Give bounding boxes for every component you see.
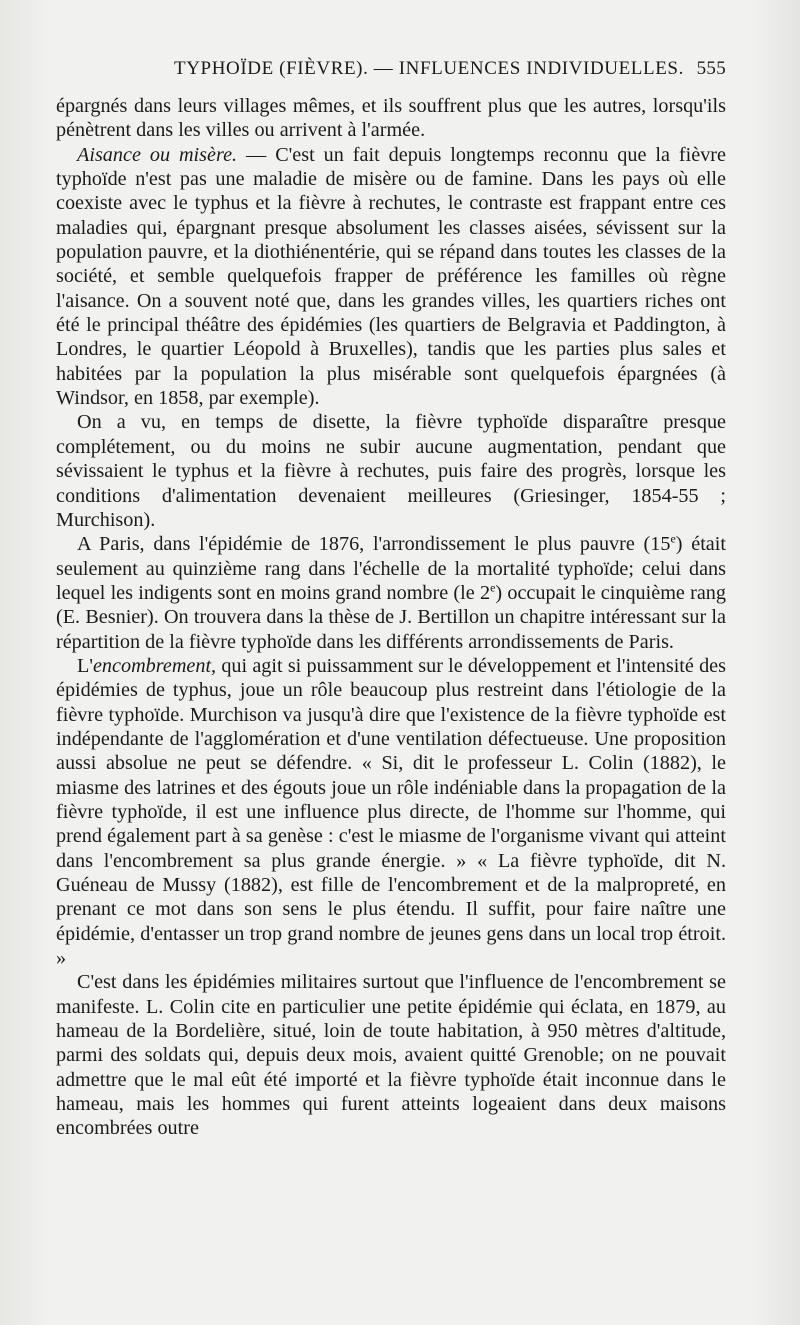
body-text xyxy=(56,94,726,1141)
heading-prefix: L' xyxy=(77,654,93,677)
paragraph-text: épargnés dans leurs villages mêmes, et ils souffrent plus que les autres, lorsqu'ils pénètrent dans les villes ou arrivent à l'armée. xyxy=(56,95,726,142)
paragraph-text: ) était seulement au quinzième rang dans l'échelle de la mortalité typhoïde; celui dans lequel les indigents sont en moins grand nombre (le 2 xyxy=(56,533,726,604)
paragraph xyxy=(56,94,726,143)
paragraph xyxy=(56,654,726,970)
paragraph xyxy=(56,143,726,411)
paragraph-text: On a vu, en temps de disette, la fièvre typhoïde disparaître presque complétement, ou du moins ne subir aucune augmentation, pendant que sévissaient le typhus et la fièvre à rechutes, puis faire des progrès, lorsque les conditions d'alimentation devenaient meilleures (Griesinger, 1854-55 ; Murchison). xyxy=(56,411,726,531)
superscript: e xyxy=(490,580,496,595)
paragraph-text: A Paris, dans l'épidémie de 1876, l'arrondissement le plus pauvre (15 xyxy=(77,533,671,556)
section-heading: Aisance ou misère. xyxy=(77,143,238,166)
superscript: e xyxy=(670,531,676,546)
page-number: 555 xyxy=(696,58,726,79)
paragraph-text: ) occupait le cinquième rang (E. Besnier). On trouvera dans la thèse de J. Bertillon un chapitre intéressant sur la répartition de la fièvre typhoïde dans les différents arrondissements de Paris. xyxy=(56,581,726,653)
paragraph xyxy=(56,410,726,532)
running-title: TYPHOÏDE (FIÈVRE). — INFLUENCES INDIVIDUELLES. xyxy=(174,58,684,79)
running-header xyxy=(56,58,726,80)
paragraph xyxy=(56,970,726,1140)
paragraph-text: — C'est un fait depuis longtemps reconnu que la fièvre typhoïde n'est pas une maladie de misère ou de famine. Dans les pays où elle coexiste avec le typhus et la fièvre à rechutes, le contraste est frappant entre ces maladies qui, épargnant presque absolument les classes aisées, sévissent sur la population pauvre, et la diothiénentérie, qui se répand dans toutes les classes de la société, et semble quelquefois frapper de préférence les familles où règne l'aisance. On a souvent noté que, dans les grandes villes, les quartiers riches ont été le principal théâtre des épidémies (les quartiers de Belgravia et Paddington, à Londres, le quartier Léopold à Bruxelles), tandis que les parties plus sales et habitées par la population la plus misérable sont quelquefois épargnées (à Windsor, en 1858, par exemple). xyxy=(56,143,726,410)
paragraph-text: qui agit si puissamment sur le développement et l'intensité des épidémies de typhus, joue un rôle beaucoup plus restreint dans l'étiologie de la fièvre typhoïde. Murchison va jusqu'à dire que l'existence de la fièvre typhoïde est indépendante de l'agglomération et d'une ventilation défectueuse. Une proposition aussi absolue ne peut se défendre. « Si, dit le professeur L. Colin (1882), le miasme des latrines et des égouts joue un rôle indéniable dans la propagation de la fièvre typhoïde, il est une influence plus directe, de l'homme sur l'homme, qui prend également part à sa genèse : c'est le miasme de l'organisme vivant qui atteint dans l'encombrement sa plus grande énergie. » « La fièvre typhoïde, dit N. Guéneau de Mussy (1882), est fille de l'encombrement et de la malpropreté, en prenant ce mot dans son sens le plus étendu. Il suffit, pour faire naître une épidémie, d'entasser un trop grand nombre de jeunes gens dans un local trop étroit. » xyxy=(56,654,726,970)
section-heading: encombrement, xyxy=(92,654,217,677)
paragraph-text: C'est dans les épidémies militaires surtout que l'influence de l'encombrement se manifeste. L. Colin cite en particulier une petite épidémie qui éclata, en 1879, au hameau de la Bordelière, situé, loin de toute habitation, à 950 mètres d'altitude, parmi des soldats qui, depuis deux mois, avaient quitté Grenoble; on ne pouvait admettre que le mal eût été importé et la fièvre typhoïde était inconnue dans le hameau, mais les hommes qui furent atteints logeaient dans deux maisons encombrées outre xyxy=(56,971,726,1140)
paragraph xyxy=(56,532,726,654)
